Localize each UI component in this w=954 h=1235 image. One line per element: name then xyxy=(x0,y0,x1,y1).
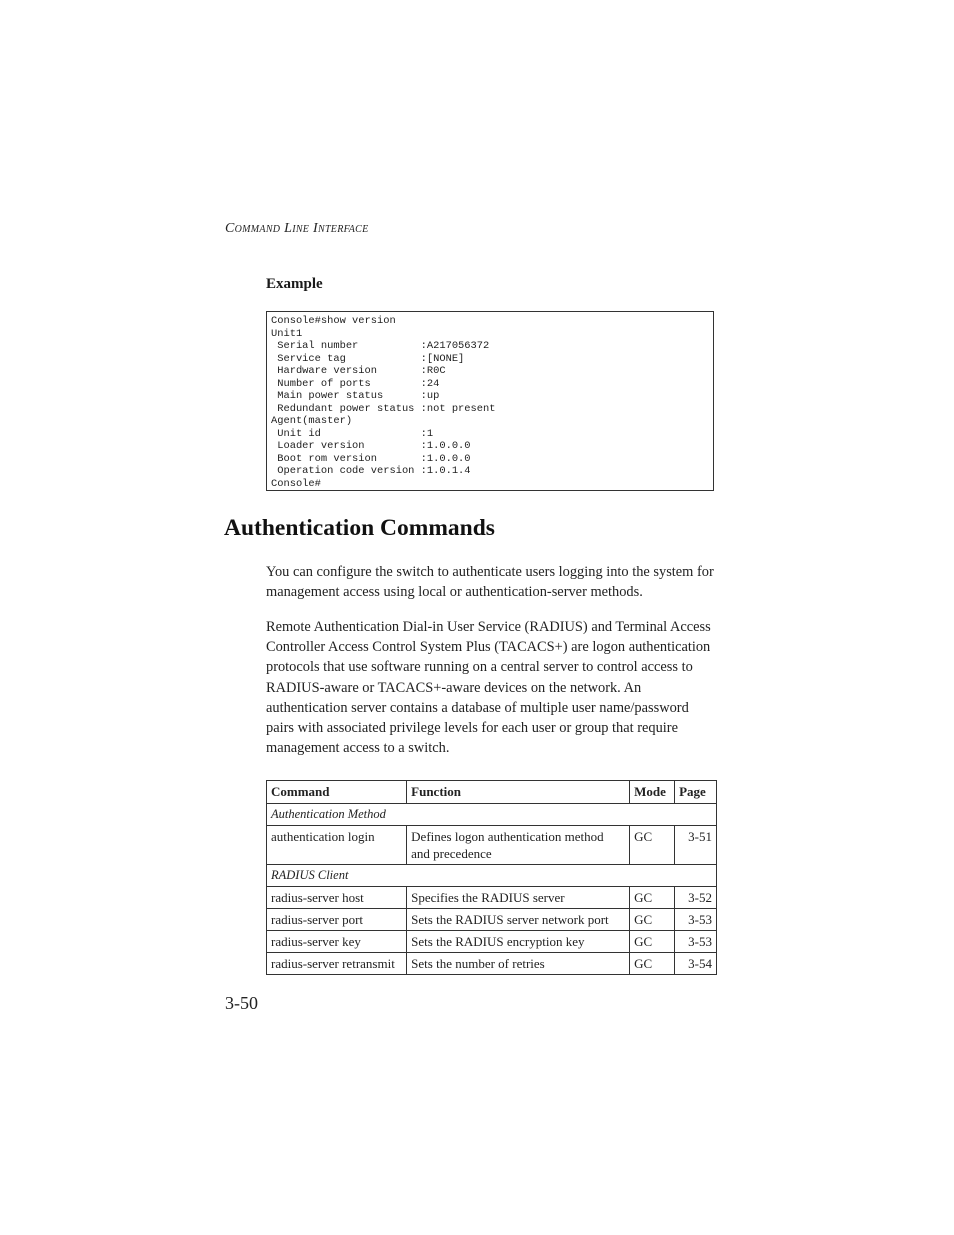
cell-mode: GC xyxy=(630,826,675,865)
cell-function: Defines logon authentication method and precedence xyxy=(407,826,630,865)
cell-page: 3-53 xyxy=(675,931,717,953)
code-example: Console#show version Unit1 Serial number :A217056372 Service tag :[NONE] Hardware version :R0C Number of ports :24 Main power status :up Redundant power status :not present Agent(master) Unit id :1 Loader version :1.0.0.0 Boot rom version :1.0.0.0 Operation code version :1.0.1.4 Console# xyxy=(271,315,496,490)
radius-tacacs-paragraph: Remote Authentication Dial-in User Service (RADIUS) and Terminal Access Controller Access Control System Plus (TACACS+) are logon authentication protocols that use software running on a central server to control access to RADIUS-aware or TACACS+-aware devices on the network. An authentication server contains a database of multiple user name/password pairs with associated privilege levels for each user or group that require management access to a switch. xyxy=(266,619,711,757)
table-row xyxy=(267,887,717,909)
section-title: Authentication Commands xyxy=(224,515,495,541)
group-label: Authentication Method xyxy=(267,804,717,826)
header-function: Function xyxy=(407,781,630,804)
page-number: 3-50 xyxy=(225,993,258,1013)
cell-function: Specifies the RADIUS server xyxy=(407,887,630,909)
table-group-row xyxy=(267,804,717,826)
command-table xyxy=(266,780,717,975)
table-row xyxy=(267,826,717,865)
cell-command: radius-server port xyxy=(267,909,407,931)
cell-function: Sets the RADIUS server network port xyxy=(407,909,630,931)
cell-function: Sets the number of retries xyxy=(407,953,630,975)
cell-page: 3-53 xyxy=(675,909,717,931)
example-heading: Example xyxy=(266,276,323,292)
group-label: RADIUS Client xyxy=(267,865,717,887)
cell-mode: GC xyxy=(630,931,675,953)
cell-page: 3-54 xyxy=(675,953,717,975)
cell-command: radius-server retransmit xyxy=(267,953,407,975)
header-command: Command xyxy=(267,781,407,804)
cell-command: radius-server host xyxy=(267,887,407,909)
cell-mode: GC xyxy=(630,887,675,909)
header-page: Page xyxy=(675,781,717,804)
intro-paragraph: You can configure the switch to authenticate users logging into the system for management access using local or authentication-server methods. xyxy=(266,564,714,601)
table-row xyxy=(267,909,717,931)
cell-mode: GC xyxy=(630,953,675,975)
cell-mode: GC xyxy=(630,909,675,931)
cell-page: 3-51 xyxy=(675,826,717,865)
table-header-row xyxy=(267,781,717,804)
cell-command: authentication login xyxy=(267,826,407,865)
cell-page: 3-52 xyxy=(675,887,717,909)
running-header: Command Line Interface xyxy=(225,221,369,236)
table-row xyxy=(267,953,717,975)
header-mode: Mode xyxy=(630,781,675,804)
code-example-box xyxy=(266,311,714,491)
table-group-row xyxy=(267,865,717,887)
cell-command: radius-server key xyxy=(267,931,407,953)
table-row xyxy=(267,931,717,953)
cell-function: Sets the RADIUS encryption key xyxy=(407,931,630,953)
